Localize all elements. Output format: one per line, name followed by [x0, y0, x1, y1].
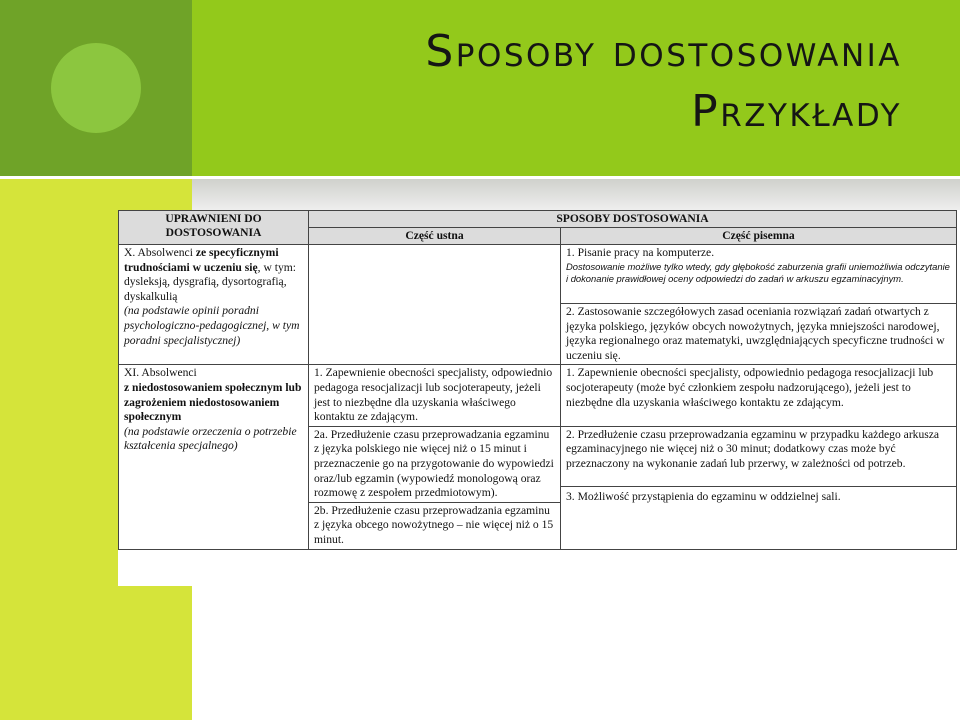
row-x-written-2: 2. Zastosowanie szczegółowych zasad oceniania rozwiązań zadań otwartych z języka polskiego, języków obcych nowożytnych, języka mniejszości narodowej, języka regionalnego oraz matematyki, uwzględniających specyficzne trudności w uczeniu się. — [561, 304, 957, 365]
row-x-rest: , w tym: dysleksją, dysgrafią, dysortografią, dyskalkulią — [124, 260, 296, 303]
row-xi-oral-2a: 2a. Przedłużenie czasu przeprowadzania egzaminu z języka polskiego nie więcej niż o 15 minut i przeznaczenie go na przygotowanie do wypowiedzi oraz/lub egzamin (wypowiedź monologową oraz rozmowę z zespołem przedmiotowym). — [309, 426, 561, 502]
row-xi-written-3: 3. Możliwość przystąpienia do egzaminu w oddzielnej sali. — [566, 489, 841, 503]
header-adjustments: SPOSOBY DOSTOSOWANIA — [309, 211, 957, 228]
row-x-eligible — [119, 245, 309, 365]
row-xi-note: (na podstawie orzeczenia o potrzebie kształcenia specjalnego) — [124, 424, 297, 453]
corner-accent-box — [0, 0, 192, 176]
row-x-note: (na podstawie opinii poradni psychologiczno-pedagogicznej, w tym poradni specjalistycznej) — [124, 304, 300, 347]
row-xi-bold: z niedostosowaniem społecznym lub zagrożeniem niedostosowaniem społecznym — [124, 380, 302, 424]
table-row — [119, 245, 957, 304]
header-oral: Część ustna — [309, 228, 561, 245]
row-xi-oral-2b: 2b. Przedłużenie czasu przeprowadzania egzaminu z języka obcego nowożytnego – nie więcej niż o 15 minut. — [309, 502, 561, 549]
adjustments-table-image — [118, 210, 956, 586]
row-x-written-1 — [561, 245, 957, 304]
header-eligible: UPRAWNIENI DO DOSTOSOWANIA — [119, 211, 309, 245]
row-x-w1-note: Dostosowanie możliwe tylko wtedy, gdy głębokość zaburzenia grafii uniemożliwia odczytanie i dokonanie prawidłowej oceny odpowiedzi do zadań w arkuszu egzaminacyjnym. — [566, 260, 950, 284]
table-header-row — [119, 211, 957, 228]
row-xi-written-2: 2. Przedłużenie czasu przeprowadzania egzaminu w przypadku każdego arkusza egzaminacyjnego nie więcej niż o 30 minut; dodatkowy czas może być przeznaczony na wykonanie zadań lub przerwy, w zależności od potrzeb. — [561, 427, 956, 487]
decorative-circle — [51, 43, 141, 133]
row-x-w1-main: 1. Pisanie pracy na komputerze. — [566, 246, 715, 259]
slide-title-line-2: Przykłady — [691, 86, 902, 137]
row-x-prefix: X. Absolwenci — [124, 246, 196, 259]
row-x-bold: ze specyficznymi trudnościami w uczeniu się — [124, 246, 279, 274]
row-xi-eligible — [119, 365, 309, 549]
title-shadow-strip — [192, 179, 960, 210]
row-xi-written-rest — [561, 426, 957, 549]
row-xi-written-1: 1. Zapewnienie obecności specjalisty, odpowiednio pedagoga resocjalizacji lub socjoterapeuty (może być członkiem zespołu nadzorującego), jeżeli jest to niezbędne dla uzyskania właściwego kontaktu ze zdającym. — [561, 365, 957, 426]
adjustments-table — [118, 210, 957, 550]
row-xi-oral-1: 1. Zapewnienie obecności specjalisty, odpowiednio pedagoga resocjalizacji lub socjoterapeuty, jeżeli jest to niezbędne dla uzyskania właściwego kontaktu ze zdającym. — [309, 365, 561, 426]
slide-title-line-1: Sposoby dostosowania — [425, 26, 902, 77]
title-band — [192, 0, 960, 176]
slide-title — [425, 22, 902, 142]
header-written: Część pisemna — [561, 228, 957, 245]
table-row — [119, 365, 957, 426]
row-xi-prefix: XI. Absolwenci — [124, 366, 197, 380]
row-x-oral — [309, 245, 561, 365]
